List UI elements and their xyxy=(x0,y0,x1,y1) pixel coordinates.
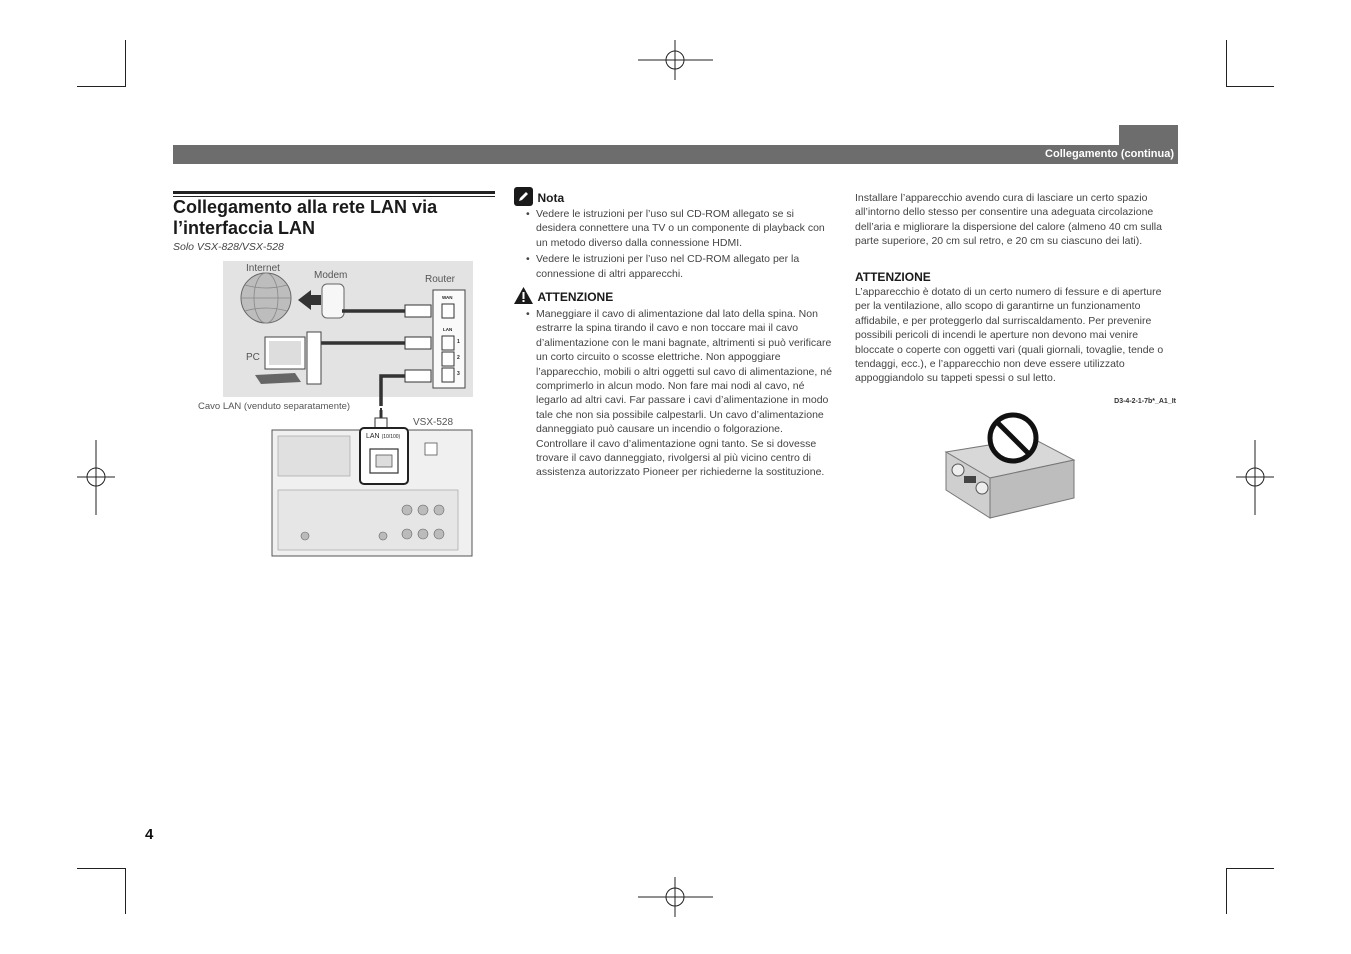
wan-label: WAN xyxy=(442,295,453,300)
attenzione-list xyxy=(526,307,832,482)
header-bar xyxy=(173,145,1178,164)
lan-port-spec: (10/100) xyxy=(381,434,401,440)
registration-mark xyxy=(1236,440,1274,515)
network-diagram xyxy=(195,260,475,560)
attenzione-heading-2: ATTENZIONE xyxy=(855,270,931,284)
cable-label: Cavo LAN (venduto separatamente) xyxy=(198,401,351,412)
nota-title: Nota xyxy=(537,191,565,205)
document-code: D3-4-2-1-7b*_A1_It xyxy=(1114,398,1176,405)
crop-mark xyxy=(1226,86,1274,87)
internet-label: Internet xyxy=(246,263,280,274)
registration-mark xyxy=(77,440,115,515)
crop-mark xyxy=(1226,40,1227,87)
crop-mark xyxy=(125,40,126,87)
crop-mark xyxy=(77,86,125,87)
page-number: 4 xyxy=(145,826,154,843)
router-label: Router xyxy=(425,274,456,285)
port-3-label: 3 xyxy=(457,371,460,377)
list-item: • Vedere le istruzioni per l’uso nel CD-ROM allegato per la connessione di altri apparecchi. xyxy=(526,252,834,281)
nota-list xyxy=(526,207,834,283)
list-item: • Vedere le istruzioni per l’uso sul CD-ROM allegato se si desidera connettere una TV o un componente di playback con un metodo diverso dalla connessione HDMI. xyxy=(526,207,834,250)
modem-label: Modem xyxy=(314,270,348,281)
nota-heading xyxy=(514,187,564,207)
crop-mark xyxy=(1226,868,1227,914)
port-2-label: 2 xyxy=(457,355,460,361)
port-1-label: 1 xyxy=(457,339,460,345)
no-placement-illustration xyxy=(940,408,1080,520)
pc-label: PC xyxy=(246,352,260,363)
receiver-label: VSX-528 xyxy=(413,417,454,428)
section-rule xyxy=(173,191,495,194)
list-item: • Maneggiare il cavo di alimentazione dal lato della spina. Non estrarre la spina tirando il cavo e non toccare mai il cavo d’alimentazione con le mani bagnate, altrimenti si può verificare un corto circuito o scosse elettriche. Non appoggiare l’apparecchio, mobili o altri oggetti sul cavo di alimentazione, né comprimerlo in alcun modo. Non fare mai nodi al cavo, né legarlo ad altri cavi. Far passare i cavi d’alimentazione in modo tale che non sia possibile calpestarli. Un cavo d’alimentazione danneggiato può causare un incendio o folgorazione. Controllare il cavo d’alimentazione ogni tanto. Se si dovesse trovare il cavo danneggiato, rivolgersi al più vicino centro di assistenza autorizzato Pioneer per richiederne la sostituzione. xyxy=(526,307,832,480)
pencil-icon xyxy=(514,187,533,206)
attenzione-title: ATTENZIONE xyxy=(537,290,614,304)
section-title: Collegamento alla rete LAN via l’interfaccia LAN xyxy=(173,197,438,238)
installation-text: Installare l’apparecchio avendo cura di lasciare un certo spazio all’intorno dello stesso per consentire una adeguata circolazione dell’aria e migliorare la dispersione del calore (almeno 40 cm sulla parte superiore, 20 cm sul retro, e 20 cm su ciascuno dei lati). xyxy=(855,192,1162,248)
registration-mark xyxy=(638,40,713,80)
registration-mark xyxy=(638,877,713,917)
crop-mark xyxy=(125,868,126,914)
lan-port-name: LAN xyxy=(366,433,380,440)
header-tab xyxy=(1119,125,1178,145)
attenzione-heading xyxy=(514,287,613,306)
crop-mark xyxy=(1226,868,1274,869)
lan-port-label xyxy=(366,433,400,440)
ventilation-text: L’apparecchio è dotato di un certo numero di fessure e di aperture per la ventilazione, allo scopo di garantirne un funzionamento affidabile, e per proteggerlo dal surriscaldamento. Per prevenire possibili pericoli di incendi le aperture non devono mai venire bloccate o coperte con oggetti vari (quali giornali, tovaglie, tende o tendaggi, ecc.), e l’apparecchio non deve essere utilizzato appoggiandolo su tappeti spessi o sul letto. xyxy=(855,286,1164,385)
section-label: Collegamento (continua) xyxy=(1045,148,1174,160)
warning-icon xyxy=(514,287,533,304)
section-subtitle: Solo VSX-828/VSX-528 xyxy=(173,241,284,253)
crop-mark xyxy=(77,868,125,869)
lan-label: LAN xyxy=(443,327,453,332)
